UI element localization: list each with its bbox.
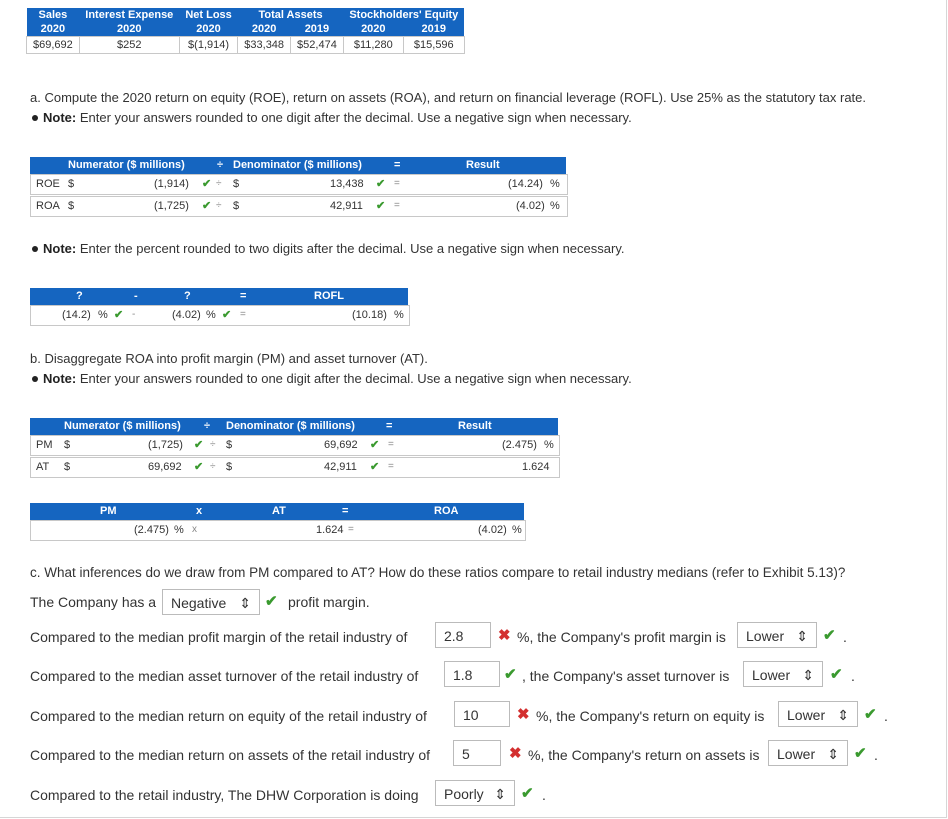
- year-header: 2020: [79, 22, 179, 37]
- check-icon: ✔: [376, 178, 386, 190]
- grid-header: Numerator ($ millions) ÷ Denominator ($ millions) = Result: [30, 418, 558, 435]
- check-icon: ✔: [114, 309, 124, 321]
- result-value: 1.624: [522, 461, 550, 473]
- part-a-note: Note: Enter your answers rounded to one digit after the decimal. Use a negative sign when necessary.: [30, 110, 632, 125]
- part-b-question: b. Disaggregate ROA into profit margin (PM) and asset turnover (AT).: [30, 351, 428, 366]
- select-arrows-icon: ⇕: [494, 786, 506, 802]
- financial-data-table: [26, 8, 465, 54]
- grid-header: PM x AT = ROA: [30, 503, 524, 520]
- check-icon: ✔: [370, 461, 380, 473]
- year-header: 2020: [27, 22, 80, 37]
- rofl-result: (10.18): [352, 309, 387, 321]
- check-icon: ✔: [864, 706, 877, 723]
- pm-compare-select[interactable]: Lower ⇕: [737, 622, 817, 648]
- col-net-loss: Net Loss: [179, 8, 237, 22]
- roa-compare-text: Compared to the median return on assets of the retail industry of: [30, 747, 430, 763]
- check-icon: ✔: [202, 178, 212, 190]
- grid-header: ? - ? = ROFL: [30, 288, 408, 305]
- table-cell: $69,692: [27, 37, 80, 54]
- col-stockholders-equity: Stockholders' Equity: [343, 8, 464, 22]
- check-icon: ✔: [222, 309, 232, 321]
- check-icon: ✔: [376, 200, 386, 212]
- result-value: (14.24): [508, 178, 543, 190]
- part-a-question: a. Compute the 2020 return on equity (ROE), return on assets (ROA), and return on financial leverage (ROFL). Use 25% as the statutory tax rate.: [30, 90, 867, 105]
- roa-input[interactable]: (4.02): [172, 309, 201, 321]
- line1-post: profit margin.: [288, 594, 370, 610]
- col-sales: Sales: [27, 8, 80, 22]
- year-header: 2020: [179, 22, 237, 37]
- check-icon: ✔: [370, 439, 380, 451]
- table-cell: $252: [79, 37, 179, 54]
- roa-compare-mid: %, the Company's return on assets is: [528, 747, 760, 763]
- check-icon: ✔: [830, 666, 843, 683]
- check-icon: ✔: [504, 666, 517, 683]
- result-value: (2.475): [502, 439, 537, 451]
- ratio-grid-b: [30, 418, 558, 480]
- check-icon: ✔: [194, 439, 204, 451]
- profit-margin-sign-select[interactable]: Negative ⇕: [162, 589, 260, 615]
- year-header: 2019: [291, 22, 344, 37]
- check-icon: ✔: [202, 200, 212, 212]
- check-icon: ✔: [854, 745, 867, 762]
- col-total-assets: Total Assets: [238, 8, 344, 22]
- at-compare-text: Compared to the median asset turnover of the retail industry of: [30, 668, 419, 684]
- part-b-note: Note: Enter your answers rounded to one digit after the decimal. Use a negative sign when necessary.: [30, 371, 632, 386]
- at-compare-select[interactable]: Lower ⇕: [743, 661, 823, 687]
- pm-compare-mid: %, the Company's profit margin is: [517, 629, 726, 645]
- pm-compare-text: Compared to the median profit margin of the retail industry of: [30, 629, 408, 645]
- ratio-grid-a: [30, 157, 566, 219]
- industry-pm-input[interactable]: 2.8: [435, 622, 491, 648]
- roe-compare-text: Compared to the median return on equity of the retail industry of: [30, 708, 427, 724]
- check-icon: ✔: [265, 593, 278, 610]
- table-cell: $(1,914): [179, 37, 237, 54]
- ratio-row-roe: ROE $ (1,914) ✔ ÷ $ 13,438 ✔ = (14.24) %: [30, 174, 566, 194]
- ratio-row-roa: ROA $ (1,725) ✔ ÷ $ 42,911 ✔ = (4.02) %: [30, 196, 566, 216]
- select-arrows-icon: ⇕: [802, 667, 814, 683]
- at-compare-mid: , the Company's asset turnover is: [522, 668, 730, 684]
- part-c-question: c. What inferences do we draw from PM compared to AT? How do these ratios compare to retail industry medians (refer to Exhibit 5.13)?: [30, 565, 846, 580]
- cross-icon: ✖: [509, 745, 522, 762]
- check-icon: ✔: [521, 785, 534, 802]
- denominator-input[interactable]: 69,692: [324, 439, 358, 451]
- product-row: (2.475) % x 1.624 = (4.02) %: [30, 520, 524, 540]
- check-icon: ✔: [823, 627, 836, 644]
- roe-input[interactable]: (14.2): [62, 309, 91, 321]
- bullet-icon: [32, 115, 38, 121]
- denominator-input[interactable]: 13,438: [330, 178, 364, 190]
- overall-compare-text: Compared to the retail industry, The DHW Corporation is doing: [30, 787, 419, 803]
- numerator-input[interactable]: (1,725): [148, 439, 183, 451]
- denominator-input[interactable]: 42,911: [324, 461, 357, 473]
- denominator-input[interactable]: 42,911: [330, 200, 363, 212]
- bullet-icon: [32, 376, 38, 382]
- select-arrows-icon: ⇕: [837, 707, 849, 723]
- roa-compare-select[interactable]: Lower ⇕: [768, 740, 848, 766]
- table-cell: $15,596: [403, 37, 464, 54]
- at-input[interactable]: 1.624: [316, 524, 344, 536]
- grid-header: Numerator ($ millions) ÷ Denominator ($ millions) = Result: [30, 157, 566, 174]
- result-value: (4.02): [516, 200, 545, 212]
- table-cell: $33,348: [238, 37, 291, 54]
- roa-result: (4.02): [478, 524, 507, 536]
- col-interest-expense: Interest Expense: [79, 8, 179, 22]
- select-arrows-icon: ⇕: [796, 628, 808, 644]
- year-header: 2020: [238, 22, 291, 37]
- pm-at-product-grid: [30, 503, 524, 543]
- select-arrows-icon: ⇕: [827, 746, 839, 762]
- numerator-input[interactable]: (1,914): [154, 178, 189, 190]
- cross-icon: ✖: [517, 706, 530, 723]
- table-cell: $11,280: [343, 37, 403, 54]
- select-arrows-icon: ⇕: [239, 595, 251, 611]
- year-header: 2019: [403, 22, 464, 37]
- table-cell: $52,474: [291, 37, 344, 54]
- numerator-input[interactable]: 69,692: [148, 461, 182, 473]
- line1-pre: The Company has a: [30, 594, 157, 610]
- industry-roe-input[interactable]: 10: [454, 701, 510, 727]
- check-icon: ✔: [194, 461, 204, 473]
- pm-input[interactable]: (2.475): [134, 524, 169, 536]
- part-a-note-2: Note: Enter the percent rounded to two digits after the decimal. Use a negative sign when necessary.: [30, 241, 624, 256]
- rofl-row: (14.2) % ✔ - (4.02) % ✔ = (10.18) %: [30, 305, 408, 325]
- overall-performance-select[interactable]: Poorly ⇕: [435, 780, 515, 806]
- bullet-icon: [32, 246, 38, 252]
- year-header: 2020: [343, 22, 403, 37]
- ratio-row-at: AT $ 69,692 ✔ ÷ $ 42,911 ✔ = 1.624: [30, 457, 558, 477]
- roe-compare-select[interactable]: Lower ⇕: [778, 701, 858, 727]
- industry-roa-input[interactable]: 5: [453, 740, 501, 766]
- roe-compare-mid: %, the Company's return on equity is: [536, 708, 765, 724]
- ratio-row-pm: PM $ (1,725) ✔ ÷ $ 69,692 ✔ = (2.475) %: [30, 435, 558, 455]
- numerator-input[interactable]: (1,725): [154, 200, 189, 212]
- industry-at-input[interactable]: 1.8: [444, 661, 500, 687]
- cross-icon: ✖: [498, 627, 511, 644]
- rofl-grid: [30, 288, 408, 328]
